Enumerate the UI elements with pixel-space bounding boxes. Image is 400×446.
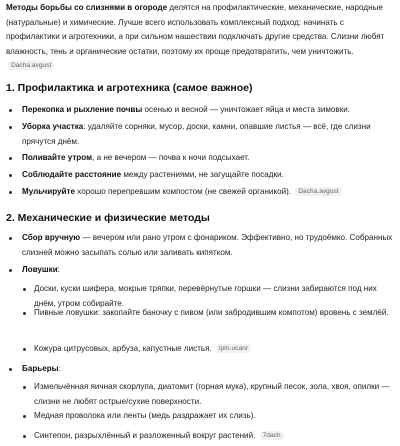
intro-paragraph — [6, 1, 396, 74]
sub-item-text: Пивные ловушки: закопайте баночку с пивом (или забродившим компотом) вровень с землёй. — [34, 308, 389, 317]
source-chip-mulch[interactable]: Dacha.avgust — [295, 187, 341, 196]
bullet-icon — [9, 269, 12, 272]
bullet-icon — [23, 312, 26, 315]
item-bold: Соблюдайте расстояние — [22, 170, 122, 179]
item-text: : удаляйте сорняки, мусор, доски, камни, опавшие листья — всё, где слизни прячутся днём. — [22, 122, 371, 146]
item-bold: Поливайте утром — [22, 153, 93, 162]
sub-item-text: Измельчённая яичная скорлупа, диатомит (горная мука), крупный песок, зола, хвоя, опилки — слизни не любят острые/сухие поверхности. — [34, 382, 390, 406]
bullet-icon — [23, 348, 26, 351]
sub-item-text: Синтепон, разрыхлённый и разложенный вокруг растений. — [34, 431, 256, 440]
item-bold: Сбор вручную — [22, 233, 81, 242]
item-bold: Уборка участка — [22, 122, 84, 131]
item-colon: : — [57, 265, 60, 274]
item-bold: Ловушки — [22, 265, 58, 274]
item-text: — вечером или рано утром с фонариком. Эффективно, но трудоёмко. Собранных слизней можно засыпать солью или заливать кипятком. — [22, 233, 393, 257]
bullet-icon — [9, 174, 12, 177]
source-chip-padding[interactable]: 7dach — [260, 431, 284, 440]
bullet-icon — [9, 157, 12, 160]
item-text: хорошо перепревшим компостом (не свежей органикой). — [75, 187, 292, 196]
item-text: между растениями, не загущайте посадки. — [121, 170, 284, 179]
item-bold: Мульчируйте — [22, 187, 75, 196]
item-text: осенью и весной — уничтожает яйца и места зимовки. — [142, 105, 351, 114]
source-chip-peels[interactable]: lpm.ucanr — [216, 344, 251, 353]
bullet-icon — [9, 368, 12, 371]
bullet-icon — [23, 415, 26, 418]
sub-item-text: Кожура цитрусовых, арбуза, капустные листья. — [34, 344, 212, 353]
bullet-icon — [23, 386, 26, 389]
bullet-icon — [23, 435, 26, 438]
bullet-icon — [9, 109, 12, 112]
section-heading-mechanical: 2. Механические и физические методы — [6, 212, 210, 224]
bullet-icon — [9, 191, 12, 194]
intro-bold: Методы борьбы со слизнями в огороде — [6, 3, 168, 12]
sub-item-text: Доски, куски шифера, мокрые тряпки, перевёрнутые горшки — слизни забираются под них днём, утром собирайте. — [34, 284, 377, 308]
bullet-icon — [23, 288, 26, 291]
sub-item-text: Медная проволока или ленты (медь раздражает их слизь). — [34, 411, 256, 420]
item-colon: : — [58, 364, 61, 373]
bullet-icon — [9, 126, 12, 129]
section-heading-prevention: 1. Профилактика и агротехника (самое важное) — [6, 82, 253, 94]
item-bold: Перекопка и рыхление почвы — [22, 105, 143, 114]
source-chip-intro[interactable]: Dacha.avgust — [8, 61, 54, 70]
bullet-icon — [9, 237, 12, 240]
item-text: , а не вечером — почва к ночи подсыхает. — [92, 153, 250, 162]
item-bold: Барьеры — [22, 364, 59, 373]
intro-text: делятся на профилактические, механические, народные (натуральные) и химические. Лучше всего использовать комплексный подход: начинать с профилактики и агротехники, а при сильном нашествии подключать другие средства. Слизни любят влажность, тень и органические остатки, поэтому их проще предотвратить, чем уничтожить. — [6, 3, 385, 56]
